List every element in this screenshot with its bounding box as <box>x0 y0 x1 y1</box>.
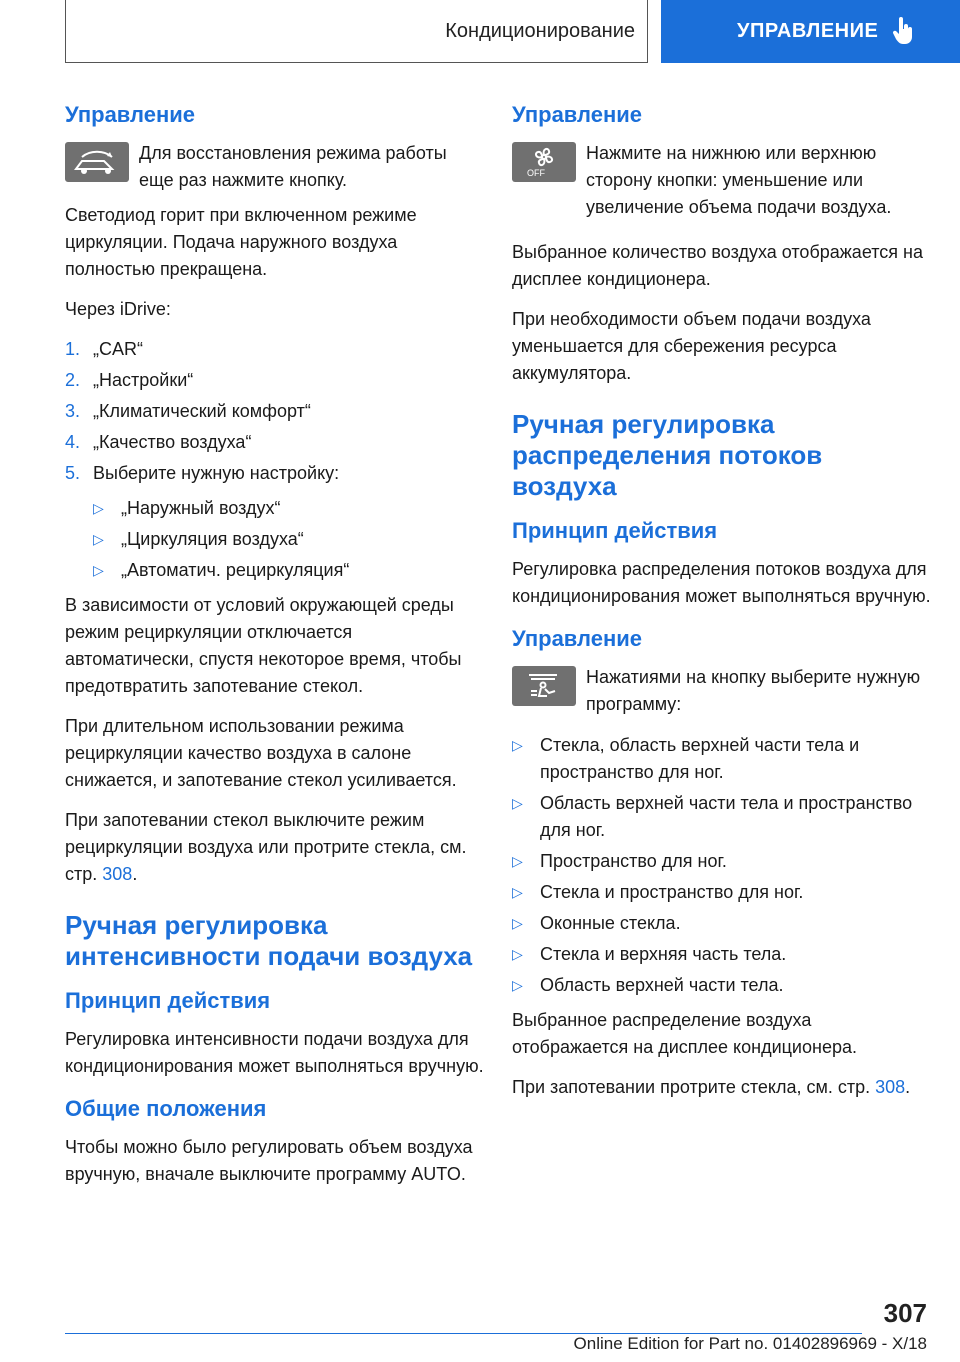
header-section-tab <box>65 0 648 63</box>
list-item: ▷ Стекла и пространство для ног. <box>512 879 932 906</box>
list-item: ▷ Область верхней части тела и пространство для ног. <box>512 790 932 844</box>
paragraph: При необходимости объем подачи воздуха уменьшается для сбережения ресурса аккумулятора. <box>512 309 871 383</box>
list-item: ▷ Стекла, область верхней части тела и пространство для ног. <box>512 732 932 786</box>
paragraph: Чтобы можно было регулировать объем воздуха вручную, вначале выключите программу AUTO. <box>65 1137 473 1184</box>
left-column <box>65 100 485 1201</box>
triangle-bullet-icon: ▷ <box>512 915 523 931</box>
paragraph: При длительном использовании режима рециркуляции качество воздуха в салоне снижается, и запотевание стекол усиливается. <box>65 716 457 790</box>
page-link[interactable]: 308 <box>102 864 133 884</box>
idrive-steps <box>65 336 485 487</box>
recirculation-button-row <box>65 140 485 194</box>
header-section-title: Кондиционирование <box>445 19 635 42</box>
heading-general: Общие положения <box>65 1096 267 1121</box>
triangle-bullet-icon: ▷ <box>512 737 523 753</box>
air-distribution-button-icon <box>512 666 576 706</box>
paragraph: При запотевании протрите стекла, см. стр. 308. <box>512 1077 911 1097</box>
list-item: 2. „Настройки“ <box>65 370 194 390</box>
list-item: 5. Выберите нужную настройку: <box>65 463 340 483</box>
list-item: 4. „Качество воздуха“ <box>65 432 252 452</box>
triangle-bullet-icon: ▷ <box>512 884 523 900</box>
list-item: ▷ „Циркуляция воздуха“ <box>93 526 485 553</box>
paragraph: Светодиод горит при включенном режиме циркуляции. Подача наружного воздуха полностью прекращена. <box>65 205 417 279</box>
heading-control: Управление <box>65 102 196 127</box>
list-item: ▷ Область верхней части тела. <box>512 972 932 999</box>
distribution-button-row <box>512 664 932 718</box>
triangle-bullet-icon: ▷ <box>93 500 104 516</box>
list-item: ▷ Стекла и верхняя часть тела. <box>512 941 932 968</box>
triangle-bullet-icon: ▷ <box>512 853 523 869</box>
heading-manual-distribution: Ручная регулировка распределения потоков воздуха <box>512 409 823 501</box>
paragraph: При запотевании стекол выключите режим рециркуляции воздуха или протрите стекла, см. стр. 308. <box>65 810 467 884</box>
header-chapter-tab[interactable] <box>661 0 960 63</box>
paragraph: В зависимости от условий окружающей среды режим рециркуляции отключается автоматически, спустя некоторое время, чтобы предотвратить запотевание стекол. <box>65 595 462 696</box>
paragraph: Выбранное количество воздуха отображается на дисплее кондиционера. <box>512 242 923 289</box>
heading-principle: Принцип действия <box>65 988 271 1013</box>
triangle-bullet-icon: ▷ <box>93 531 104 547</box>
list-item: ▷ Пространство для ног. <box>512 848 932 875</box>
distribution-programs-list <box>512 732 932 999</box>
paragraph: Через iDrive: <box>65 299 171 319</box>
air-options-list <box>65 495 485 584</box>
list-item: 3. „Климатический комфорт“ <box>65 401 311 421</box>
paragraph: Выбранное распределение воздуха отображается на дисплее кондиционера. <box>512 1010 857 1057</box>
list-item: ▷ „Автоматич. рециркуляция“ <box>93 557 485 584</box>
header-chapter-title: УПРАВЛЕНИЕ <box>737 20 879 42</box>
heading-control: Управление <box>512 626 643 651</box>
heading-control: Управление <box>512 102 643 127</box>
fan-text: Нажмите на нижнюю или верхнюю сторону кнопки: уменьшение или увеличение объема подачи воздуха. <box>586 143 892 217</box>
recirculation-button-icon <box>65 142 129 182</box>
right-column <box>512 100 932 1114</box>
hand-pointer-icon <box>893 17 915 45</box>
triangle-bullet-icon: ▷ <box>93 562 104 578</box>
triangle-bullet-icon: ▷ <box>512 977 523 993</box>
fan-button-row <box>512 140 932 221</box>
paragraph: Регулировка интенсивности подачи воздуха для кондиционирования может выполняться вручную. <box>65 1029 484 1076</box>
page-link[interactable]: 308 <box>875 1077 906 1097</box>
footer-edition: Online Edition for Part no. 01402896969 - X/18 <box>573 1334 927 1353</box>
list-item: ▷ „Наружный воздух“ <box>93 495 485 522</box>
distribution-text: Нажатиями на кнопку выберите нужную программу: <box>586 667 921 714</box>
triangle-bullet-icon: ▷ <box>512 946 523 962</box>
svg-text:OFF: OFF <box>527 168 545 178</box>
fan-button-icon <box>512 142 576 182</box>
triangle-bullet-icon: ▷ <box>512 795 523 811</box>
heading-manual-intensity: Ручная регулировка интенсивности подачи воздуха <box>65 910 473 971</box>
list-item: ▷ Оконные стекла. <box>512 910 932 937</box>
recirculation-text: Для восстановления режима работы еще раз нажмите кнопку. <box>139 143 447 190</box>
list-item: 1. „CAR“ <box>65 339 143 359</box>
paragraph: Регулировка распределения потоков воздуха для кондиционирования может выполняться вручную. <box>512 559 931 606</box>
heading-principle: Принцип действия <box>512 518 718 543</box>
page-number: 307 <box>883 1298 927 1328</box>
